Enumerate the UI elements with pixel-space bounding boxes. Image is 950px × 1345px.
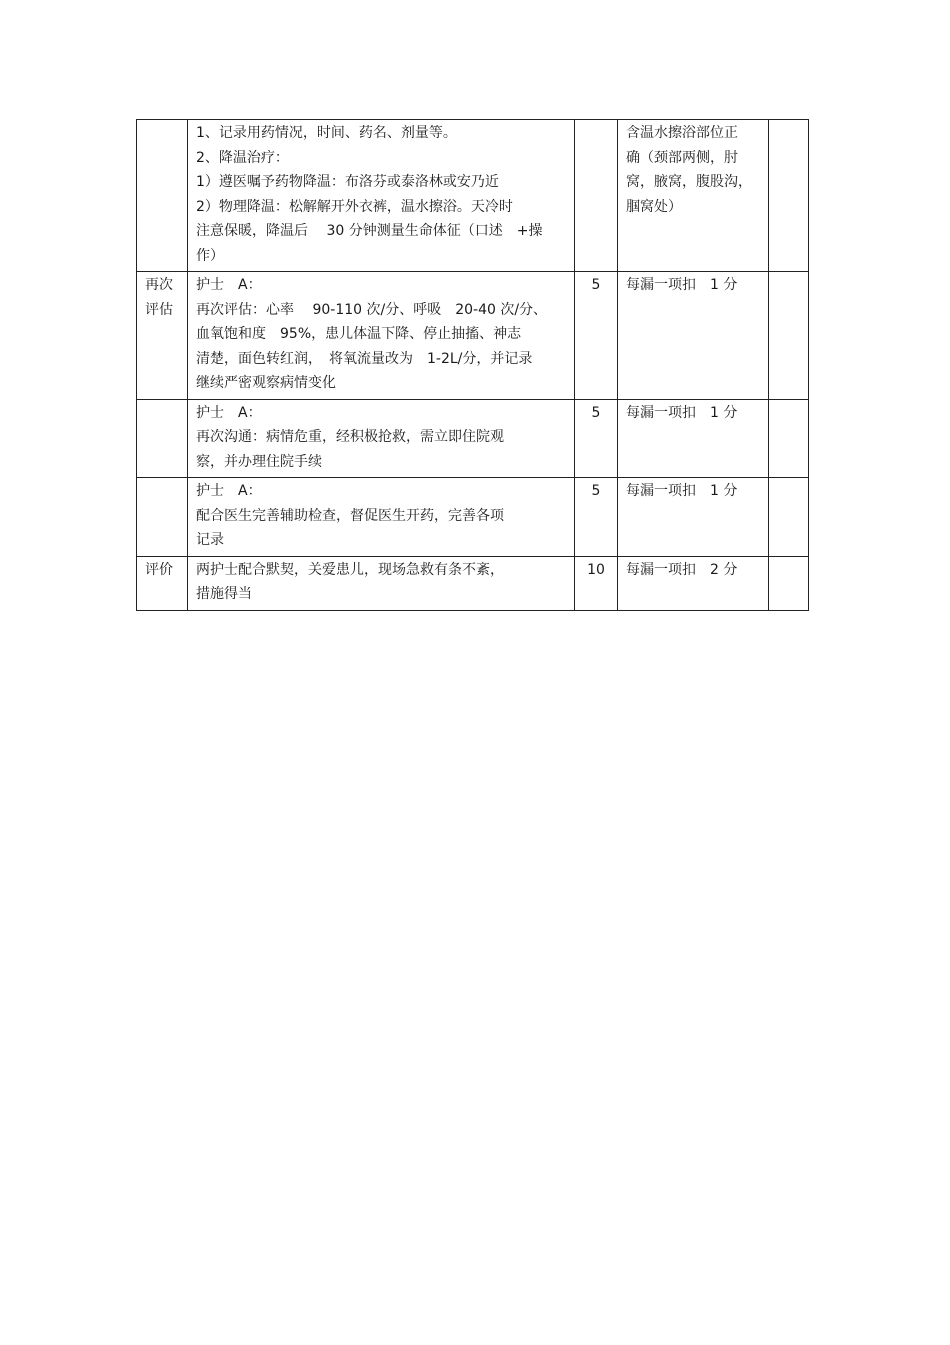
criteria-line: 每漏一项扣 1 分 bbox=[626, 483, 738, 499]
scoring-table bbox=[136, 119, 809, 611]
category-cell bbox=[137, 478, 188, 557]
content-line: 配合医生完善辅助检查，督促医生开药，完善各项 bbox=[196, 507, 504, 524]
content-cell bbox=[188, 556, 575, 610]
table-row bbox=[137, 272, 809, 400]
content-line: 继续严密观察病情变化 bbox=[196, 375, 336, 391]
category-cell bbox=[137, 399, 188, 478]
category-cell bbox=[137, 272, 188, 400]
content-cell bbox=[188, 120, 575, 272]
content-line: 两护士配合默契，关爱患儿，现场急救有条不紊， bbox=[196, 561, 504, 578]
content-cell bbox=[188, 478, 575, 557]
content-line: 作） bbox=[196, 247, 224, 264]
content-line: 血氧饱和度 95%，患儿体温下降、停止抽搐、神志 bbox=[196, 326, 522, 342]
score-cell: 5 bbox=[575, 272, 618, 400]
blank-cell bbox=[769, 399, 809, 478]
criteria-line: 窝，腋窝，腹股沟， bbox=[626, 174, 752, 190]
table-row bbox=[137, 399, 809, 478]
criteria-cell bbox=[618, 478, 769, 557]
table-row bbox=[137, 556, 809, 610]
content-line: 记录 bbox=[196, 532, 224, 548]
category-cell bbox=[137, 120, 188, 272]
score-cell: 10 bbox=[575, 556, 618, 610]
score-cell: 5 bbox=[575, 478, 618, 557]
content-line: 清楚，面色转红润， 将氧流量改为 1-2L/分，并记录 bbox=[196, 350, 533, 367]
blank-cell bbox=[769, 556, 809, 610]
content-line: 再次评估：心率 90-110 次/分、呼吸 20-40 次/分、 bbox=[196, 301, 548, 318]
category-line: 评价 bbox=[145, 561, 173, 578]
criteria-cell bbox=[618, 556, 769, 610]
content-line: 注意保暖，降温后 30 分钟测量生命体征（口述 +操 bbox=[196, 223, 543, 239]
content-cell bbox=[188, 272, 575, 400]
criteria-cell bbox=[618, 272, 769, 400]
content-cell bbox=[188, 399, 575, 478]
score-cell bbox=[575, 120, 618, 272]
content-line: 1、记录用药情况，时间、药名、剂量等。 bbox=[196, 125, 457, 141]
criteria-line: 每漏一项扣 1 分 bbox=[626, 404, 738, 421]
blank-cell bbox=[769, 120, 809, 272]
content-line: 护士 A： bbox=[196, 277, 262, 293]
score-cell: 5 bbox=[575, 399, 618, 478]
blank-cell bbox=[769, 478, 809, 557]
content-line: 护士 A： bbox=[196, 483, 262, 499]
criteria-cell bbox=[618, 120, 769, 272]
content-line: 1）遵医嘱予药物降温：布洛芬或泰洛林或安乃近 bbox=[196, 174, 499, 190]
criteria-line: 每漏一项扣 2 分 bbox=[626, 561, 738, 578]
content-line: 措施得当 bbox=[196, 586, 252, 602]
content-line: 察，并办理住院手续 bbox=[196, 453, 322, 470]
criteria-line: 每漏一项扣 1 分 bbox=[626, 277, 738, 293]
blank-cell bbox=[769, 272, 809, 400]
criteria-line: 腘窝处） bbox=[626, 198, 682, 215]
table-row bbox=[137, 478, 809, 557]
content-line: 护士 A： bbox=[196, 404, 262, 421]
content-line: 2）物理降温：松解解开外衣裤，温水擦浴。天冷时 bbox=[196, 198, 513, 215]
content-line: 2、降温治疗： bbox=[196, 149, 289, 166]
criteria-cell bbox=[618, 399, 769, 478]
content-line: 再次沟通：病情危重，经积极抢救，需立即住院观 bbox=[196, 429, 504, 445]
category-line: 再次 bbox=[145, 277, 173, 293]
criteria-line: 确（颈部两侧，肘 bbox=[626, 149, 738, 166]
category-cell bbox=[137, 556, 188, 610]
criteria-line: 含温水擦浴部位正 bbox=[626, 125, 738, 141]
category-line: 评估 bbox=[145, 301, 173, 318]
table-row bbox=[137, 120, 809, 272]
